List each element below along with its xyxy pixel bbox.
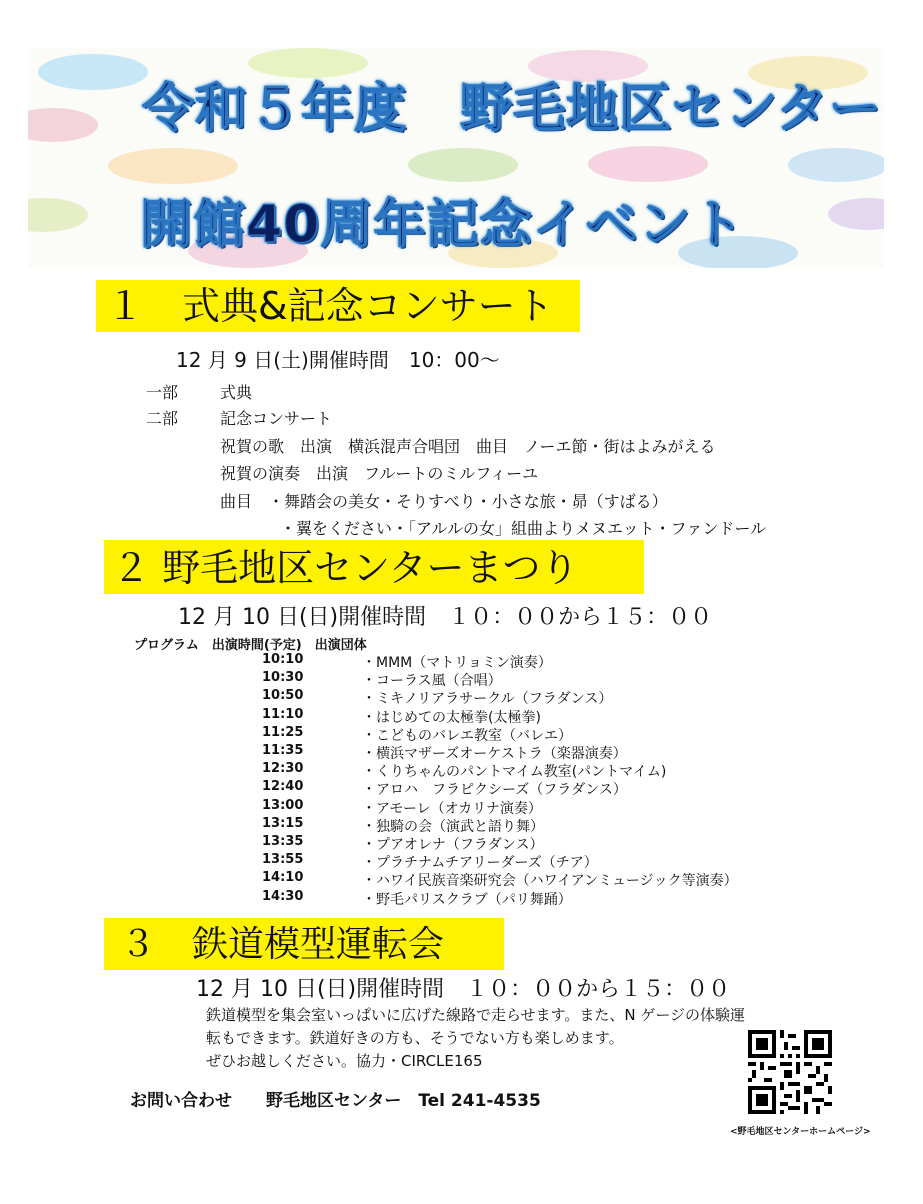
section2-heading: ２ 野毛地区センターまつり	[104, 540, 644, 594]
program-group: ・はじめての太極拳(太極拳)	[362, 709, 541, 726]
program-row	[0, 834, 923, 852]
program-time: 10:50	[262, 688, 304, 704]
desc-line1: 鉄道模型を集会室いっぱいに広げた線路で走らせます。また、N ゲージの体験運	[206, 1006, 746, 1024]
decor-dot	[588, 146, 708, 182]
program-row	[0, 889, 923, 907]
program-time: 14:10	[262, 870, 304, 886]
desc-line3: ぜひお越しください。協力・CIRCLE165	[206, 1052, 483, 1070]
program-time: 12:30	[262, 761, 304, 777]
program-row	[0, 779, 923, 797]
section3-heading: ３ 鉄道模型運転会	[104, 918, 504, 970]
program-time: 11:10	[262, 706, 304, 722]
qr-caption: <野毛地区センターホームページ>	[730, 1127, 871, 1137]
program-row	[0, 870, 923, 888]
program-group: ・ミキノリアラサークル（フラダンス）	[362, 691, 613, 708]
program-group: ・野毛パリスクラブ（パリ舞踊）	[362, 891, 572, 908]
concert-song-line: 祝賀の歌 出演 横浜混声合唱団 曲目 ノーエ節・街はよみがえる	[220, 437, 716, 456]
program-row	[0, 707, 923, 725]
part1-label: 一部	[146, 383, 179, 402]
desc-line2: 転もできます。鉄道好きの方も、そうでない方も楽しめます。	[206, 1029, 624, 1047]
contact-info: お問い合わせ 野毛地区センター Tel 241-4535	[130, 1091, 541, 1111]
program-row	[0, 816, 923, 834]
program-row	[0, 725, 923, 743]
program-row	[0, 798, 923, 816]
program-group: ・くりちゃんのパントマイム教室(パントマイム)	[362, 764, 667, 781]
program-row	[0, 852, 923, 870]
section3-date: 12 月 10 日(日)開催時間 １０：００から１５：００	[196, 977, 731, 1002]
program-group: ・アロハ フラピクシーズ（フラダンス）	[362, 782, 627, 799]
section1-heading: １ 式典&記念コンサート	[96, 280, 580, 332]
program-time: 11:25	[262, 724, 304, 740]
section1-date: 12 月 9 日(土)開催時間 10：00〜	[176, 348, 500, 372]
decor-dot	[788, 148, 884, 182]
qr-code-icon[interactable]	[748, 1030, 832, 1114]
program-time: 14:30	[262, 888, 304, 904]
program-group: ・プアオレナ（フラダンス）	[362, 837, 544, 853]
concert-pieces-line1: 曲目 ・舞踏会の美女・そりすべり・小さな旅・昴（すばる）	[220, 492, 668, 511]
program-header: プログラム 出演時間(予定) 出演団体	[134, 638, 367, 653]
program-group: ・ハワイ民族音楽研究会（ハワイアンミュージック等演奏）	[362, 873, 738, 890]
program-group: ・アモーレ（オカリナ演奏）	[362, 800, 542, 817]
program-time: 10:10	[262, 652, 304, 667]
concert-perform-line: 祝賀の演奏 出演 フルートのミルフィーユ	[220, 464, 539, 483]
program-time: 13:00	[262, 797, 304, 813]
program-time: 10:30	[262, 670, 304, 686]
program-group: ・プラチナムチアリーダーズ（チア）	[362, 855, 598, 872]
program-time: 13:35	[262, 834, 304, 849]
program-time: 13:15	[262, 815, 304, 831]
program-row	[0, 743, 923, 761]
part2-label: 二部	[146, 409, 179, 428]
concert-pieces-line2: ・翼をください・「アルルの女」組曲よりメヌエット・ファンドール	[280, 519, 767, 538]
program-time: 13:55	[262, 852, 304, 868]
page-title-line2: 開館40周年記念イベント	[140, 195, 745, 255]
decor-dot	[108, 148, 238, 184]
program-group: ・独騎の会（演武と語り舞）	[362, 818, 544, 835]
part1-text: 式典	[220, 383, 253, 402]
part2-text: 記念コンサート	[220, 409, 333, 428]
page-title-line1: 令和５年度 野毛地区センター	[142, 79, 882, 139]
program-row	[0, 652, 923, 670]
program-group: ・コーラス風（合唱）	[362, 673, 502, 690]
program-group: ・横浜マザーズオーケストラ（楽器演奏）	[362, 746, 627, 762]
program-row	[0, 688, 923, 706]
program-group: ・MMM（マトリョミン演奏）	[362, 655, 552, 671]
decor-dot	[408, 148, 518, 182]
program-group: ・こどものバレエ教室（バレエ）	[362, 727, 572, 744]
program-row	[0, 761, 923, 779]
program-row	[0, 670, 923, 688]
section2-date: 12 月 10 日(日)開催時間 １０：００から１５：００	[178, 605, 713, 630]
program-time: 11:35	[262, 743, 304, 758]
program-time: 12:40	[262, 779, 304, 795]
